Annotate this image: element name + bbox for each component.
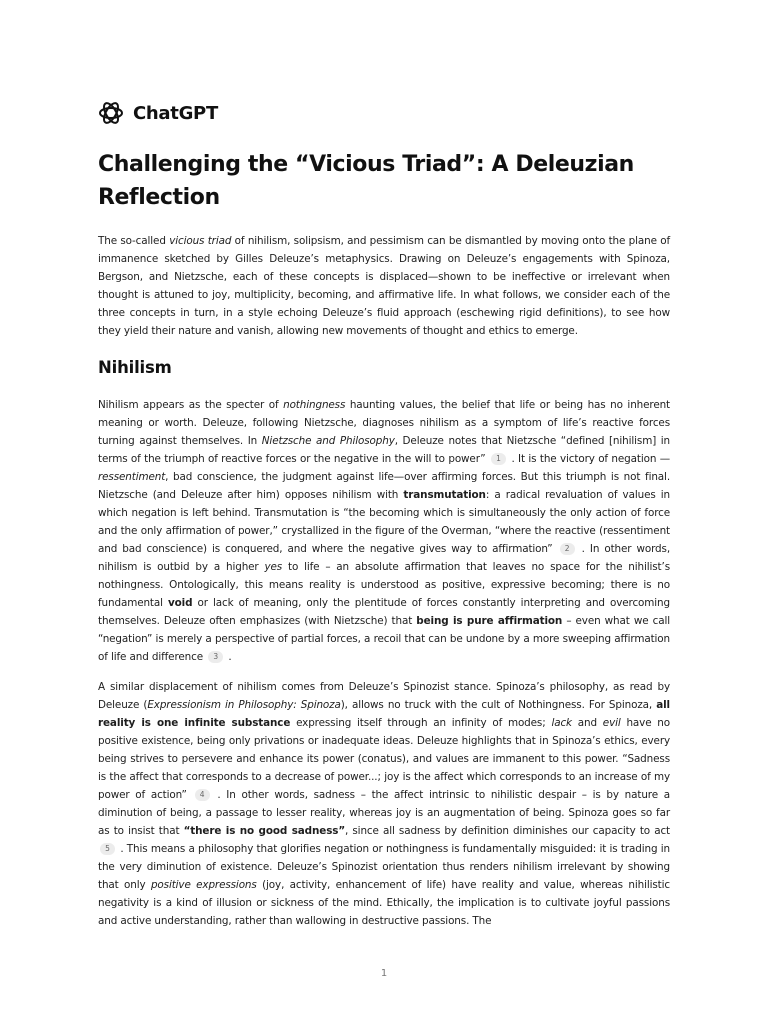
emphasis-text: lack	[551, 717, 572, 729]
paragraph-text: – even what we call “negation” is merely a perspective of partial forces, a recoil that can be undone by a more sweeping affirmation of life and difference	[98, 615, 670, 663]
citation-badge[interactable]: 1	[491, 453, 506, 465]
paragraph-text: or lack of meaning, only the plentitude of forces constantly interpreting and overcoming themselves. Deleuze often emphasizes (with Nietzsche) that	[98, 597, 670, 627]
brand-header	[98, 100, 218, 126]
paragraph-text: ), allows no truck with the cult of Nothingness. For Spinoza,	[340, 699, 657, 711]
paragraph-text: , bad conscience, the judgment against life—over affirming forces. But this triumph is not final. Nietzsche (and Deleuze after him) opposes nihilism with	[98, 471, 670, 501]
citation-badge[interactable]: 4	[195, 789, 210, 801]
book-title: Expressionism in Philosophy: Spinoza	[147, 699, 341, 711]
citation-badge[interactable]: 5	[100, 843, 115, 855]
paragraph-text: to life – an absolute affirmation that leaves no space for the nihilist’s nothingness. Ontologically, this means reality is understood as positive, expressive becoming; there is no fundamental	[98, 561, 670, 609]
paragraph-text: . This means a philosophy that glorifies negation or nothingness is fundamentally misguided: it is trading in the very diminution of existence. Deleuze’s Spinozist orientation thus renders nihilism irrelevant by showing that only	[98, 843, 670, 891]
emphasis-text: positive expressions	[150, 879, 257, 891]
body-paragraph-1	[98, 396, 670, 666]
document-title: Challenging the “Vicious Triad”: A Deleuzian Reflection	[98, 152, 634, 210]
emphasis-text: evil	[602, 717, 621, 729]
intro-paragraph	[98, 232, 670, 340]
page-number: 1	[380, 968, 388, 979]
citation-badge[interactable]: 2	[560, 543, 575, 555]
intro-emphasis: vicious triad	[169, 235, 232, 247]
bold-term: “there is no good sadness”	[183, 825, 346, 837]
section-heading-nihilism: Nihilism	[98, 358, 172, 377]
emphasis-text: ressentiment	[98, 471, 166, 483]
paragraph-text: , since all sadness by definition diminishes our capacity to act	[345, 825, 670, 837]
paragraph-text: , Deleuze notes that Nietzsche “defined [nihilism] in terms of the triumph of reactive forces or the negative in the will to power”	[98, 435, 670, 465]
paragraph-text: have no positive existence, being only privations or inadequate ideas. Deleuze highlights that in Spinoza’s ethics, every being strives to persevere and enhance its power (conatus), and values are immanent to this power. “Sadness is the affect that corresponds to a decrease of power...; joy is the affect which corresponds to an increase of my power of action”	[98, 717, 671, 801]
intro-text: The so-called	[98, 235, 170, 247]
paragraph-text: . In other words, sadness – the affect intrinsic to nihilistic despair – is by nature a diminution of being, a passage to lesser reality, whereas joy is an augmentation of being. Spinoza goes so far as to insist that	[98, 789, 671, 837]
paragraph-text: expressing itself through an infinity of modes;	[290, 717, 552, 729]
paragraph-text: . It is the victory of negation —	[511, 453, 670, 465]
paragraph-text: . In other words, nihilism is outbid by a higher	[98, 543, 671, 573]
paragraph-text: A similar displacement of nihilism comes from Deleuze’s Spinozist stance. Spinoza’s philosophy, as read by Deleuze (	[98, 681, 670, 711]
emphasis-text: yes	[264, 561, 283, 573]
intro-text: of nihilism, solipsism, and pessimism can be dismantled by moving onto the plane of immanence sketched by Gilles Deleuze’s metaphysics. Drawing on Deleuze’s engagements with Spinoza, Bergson, and Nietzsche, each of these concepts is displaced—shown to be ineffective or irrelevant when thought is attuned to joy, multiplicity, becoming, and affirmative life. In what follows, we consider each of the three concepts in turn, in a style echoing Deleuze’s fluid approach (eschewing rigid definitions), to see how they yield their nature and vanish, allowing new movements of thought and ethics to emerge.	[98, 235, 671, 337]
paragraph-text: haunting values, the belief that life or being has no inherent meaning or worth. Deleuze, following Nietzsche, diagnoses nihilism as a symptom of life’s reactive forces turning against themselves. In	[98, 399, 671, 447]
bold-term: being is pure affirmation	[416, 615, 563, 627]
openai-logo-icon	[98, 100, 124, 126]
bold-term: all reality is one infinite substance	[98, 699, 670, 729]
emphasis-text: nothingness	[283, 399, 346, 411]
book-title: Nietzsche and Philosophy	[261, 435, 395, 447]
brand-name: ChatGPT	[133, 102, 218, 124]
body-paragraph-2	[98, 678, 670, 930]
bold-term: void	[168, 597, 193, 609]
paragraph-text: and	[571, 717, 603, 729]
paragraph-text: (joy, activity, enhancement of life) have reality and value, whereas nihilistic negativity is a kind of illusion or sickness of the mind. Ethically, the implication is to cultivate joyful passions and active understanding, rather than wallowing in destructive passions. The	[98, 879, 670, 927]
paragraph-text: .	[228, 651, 232, 663]
paragraph-text: Nihilism appears as the specter of	[98, 399, 284, 411]
bold-term: transmutation	[403, 489, 486, 501]
citation-badge[interactable]: 3	[208, 651, 223, 663]
paragraph-text: : a radical revaluation of values in which negation is left behind. Transmutation is “the becoming which is simultaneously the only action of force and the only affirmation of power,” crystallized in the figure of the Overman, “where the reactive (ressentiment and bad conscience) is conquered, and where the negative gives way to affirmation”	[98, 489, 671, 555]
